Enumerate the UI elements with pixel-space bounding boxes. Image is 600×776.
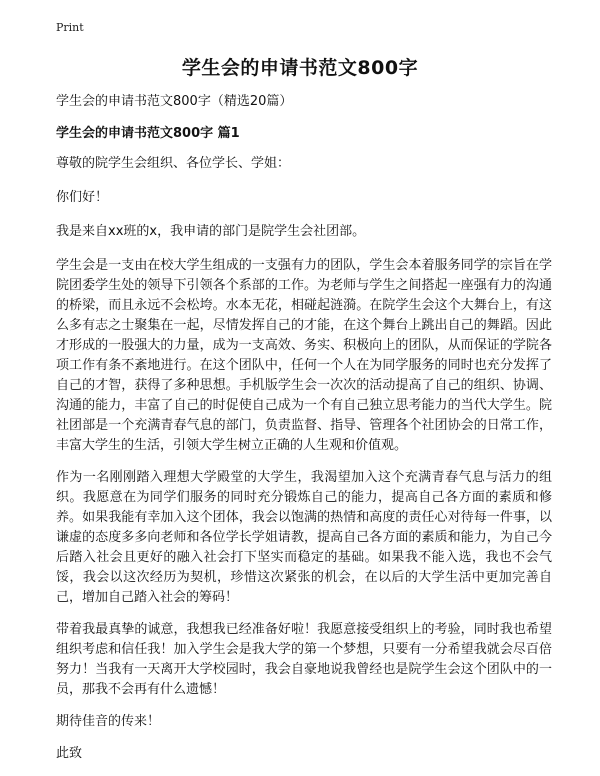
intro-line: 我是来自xx班的x，我申请的部门是院学生会社团部。 xyxy=(56,224,366,239)
closing-line: 期待佳音的传来！ xyxy=(56,714,161,729)
document-body xyxy=(56,92,552,776)
body-paragraph: 作为一名刚刚踏入理想大学殿堂的大学生，我渴望加入这个充满青春气息与活力的组织。我愿意在为同学们服务的同时充分锻炼自己的能力，提高自己各方面的素质和修养。如果我能有幸加入这个团体，我会以饱满的热情和高度的责任心对待每一件事，以谦虚的态度多多向老师和各位学长学姐请教，提高自己各方面的素质和能力，为自己今后踏入社会且更好的融入社会打下坚实而稳定的基础。如果我不能入选，我也不会气馁，我会以这次经历为契机，珍惜这次紧张的机会，在以后的大学生活中更加完善自己，增加自己踏入社会的筹码！ xyxy=(56,470,552,605)
section-heading: 学生会的申请书范文800字 篇1 xyxy=(56,126,240,141)
salutation: 尊敬的院学生会组织、各位学长、学姐： xyxy=(56,156,291,171)
greeting: 你们好！ xyxy=(56,190,109,205)
document-title: 学生会的申请书范文800字 xyxy=(181,57,419,79)
document-subtitle: 学生会的申请书范文800字（精选20篇） xyxy=(56,94,293,109)
sign-off: 此致 xyxy=(56,746,83,761)
print-label: Print xyxy=(56,21,84,34)
body-paragraph: 带着我最真挚的诚意，我想我已经准备好啦！我愿意接受组织上的考验，同时我也希望组织考虑和信任我！加入学生会是我大学的第一个梦想，只要有一分希望我就会尽百倍努力！当我有一天离开大学校园时，我会自豪地说我曾经也是院学生会这个团队中的一员，那我不会再有什么遗憾！ xyxy=(56,622,552,697)
body-paragraph: 学生会是一支由在校大学生组成的一支强有力的团队，学生会本着服务同学的宗旨在学院团委学生处的领导下引领各个系部的工作。为老师与学生之间搭起一座强有力的沟通的桥梁，而且永远不会松垮。水本无花，相碰起涟漪。在院学生会这个大舞台上，有这么多有志之士聚集在一起，尽情发挥自己的才能，在这个舞台上跳出自己的舞蹈。因此才形成的一股强大的力量，成为一支高效、务实、积极向上的团队，从而保证的学院各项工作有条不紊地进行。在这个团队中，任何一个人在为同学服务的同时也充分发挥了自己的才智，获得了多种思想。手机版学生会一次次的活动提高了自己的组织、协调、沟通的能力，丰富了自己的时促使自己成为一个有自己独立思考能力的当代大学生。院社团部是一个充满青春气息的部门，负责监督、指导、管理各个社团协会的日常工作，丰富大学生的生活，引领大学生树立正确的人生观和价值观。 xyxy=(56,258,552,453)
